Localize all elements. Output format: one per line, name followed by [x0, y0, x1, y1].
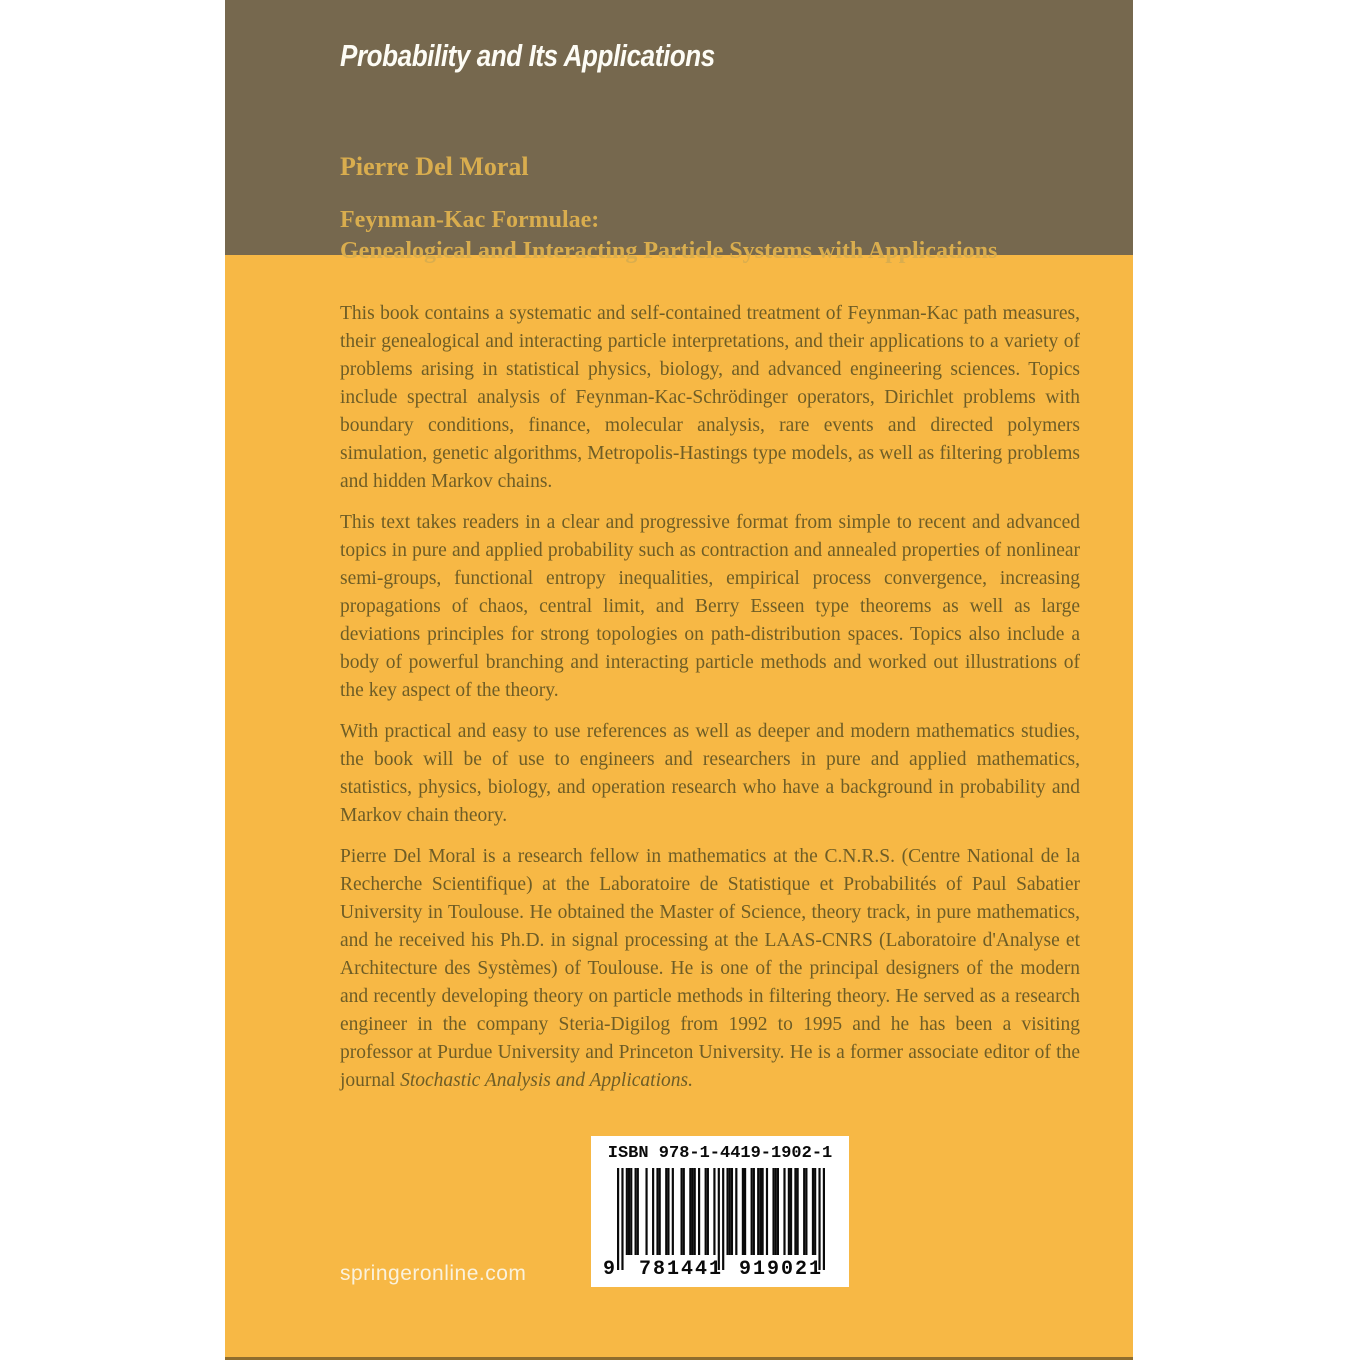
ean13-barcode: [617, 1168, 825, 1270]
header-band: [225, 0, 1133, 264]
audience-paragraph: With practical and easy to use references as well as deeper and modern mathematics studies, the book will be of use to engineers and researchers in pure and applied mathematics, statistics, physics, biology, and operation research who have a background in probability and Markov chain theory.: [340, 721, 1080, 826]
book-title: [340, 205, 997, 267]
book-title-line1: Feynman-Kac Formulae:: [340, 207, 600, 233]
author-bio-text: Pierre Del Moral is a research fellow in mathematics at the C.N.R.S. (Centre National de la Recherche Scientifique) at the Laboratoire de Statistique et Probabilités of Paul Sabatier University in Toulouse. He obtained the Master of Science, theory track, in pure mathematics, and he received his Ph.D. in signal processing at the LAAS-CNRS (Laboratoire d'Analyse et Architecture des Systèmes) of Toulouse. He is one of the principal designers of the modern and recently developing theory on particle methods in filtering theory. He served as a research engineer in the company Steria-Digilog from 1992 to 1995 and he has been a visiting professor at Purdue University and Princeton University. He is a former associate editor of the journal: [340, 846, 1080, 1091]
author-name: Pierre Del Moral: [340, 152, 529, 181]
book-title-line2: Genealogical and Interacting Particle Systems with Applications: [340, 238, 998, 264]
barcode-digit-group1: 781441: [639, 1258, 724, 1281]
author-bio-paragraph: [340, 843, 1080, 1095]
publisher-website: springeronline.com: [340, 1262, 527, 1285]
back-cover-text: [340, 300, 1080, 1108]
barcode-digits: [591, 1258, 849, 1280]
journal-title: Stochastic Analysis and Applications.: [400, 1070, 693, 1091]
isbn-barcode-box: [591, 1136, 849, 1287]
series-title: Probability and Its Applications: [340, 38, 715, 73]
barcode-digit-first: 9: [603, 1258, 616, 1281]
synopsis-paragraph: This book contains a systematic and self-contained treatment of Feynman-Kac path measures, their genealogical and interacting particle interpretations, and their applications to a variety of problems arising in statistical physics, biology, and advanced engineering sciences. Topics include spectral analysis of Feynman-Kac-Schrödinger operators, Dirichlet problems with boundary conditions, finance, molecular analysis, rare events and directed polymers simulation, genetic algorithms, Metropolis-Hastings type models, as well as filtering problems and hidden Markov chains.: [340, 303, 1080, 492]
isbn-label: ISBN 978-1-4419-1902-1: [607, 1144, 833, 1163]
barcode-digit-group2: 919021: [739, 1258, 824, 1281]
book-back-cover: [225, 0, 1133, 1360]
synopsis-paragraph: This text takes readers in a clear and progressive format from simple to recent and advanced topics in pure and applied probability such as contraction and annealed properties of nonlinear semi-groups, functional entropy inequalities, empirical process convergence, increasing propagations of chaos, central limit, and Berry Esseen type theorems as well as large deviations principles for strong topologies on path-distribution spaces. Topics also include a body of powerful branching and interacting particle methods and worked out illustrations of the key aspect of the theory.: [340, 512, 1080, 701]
